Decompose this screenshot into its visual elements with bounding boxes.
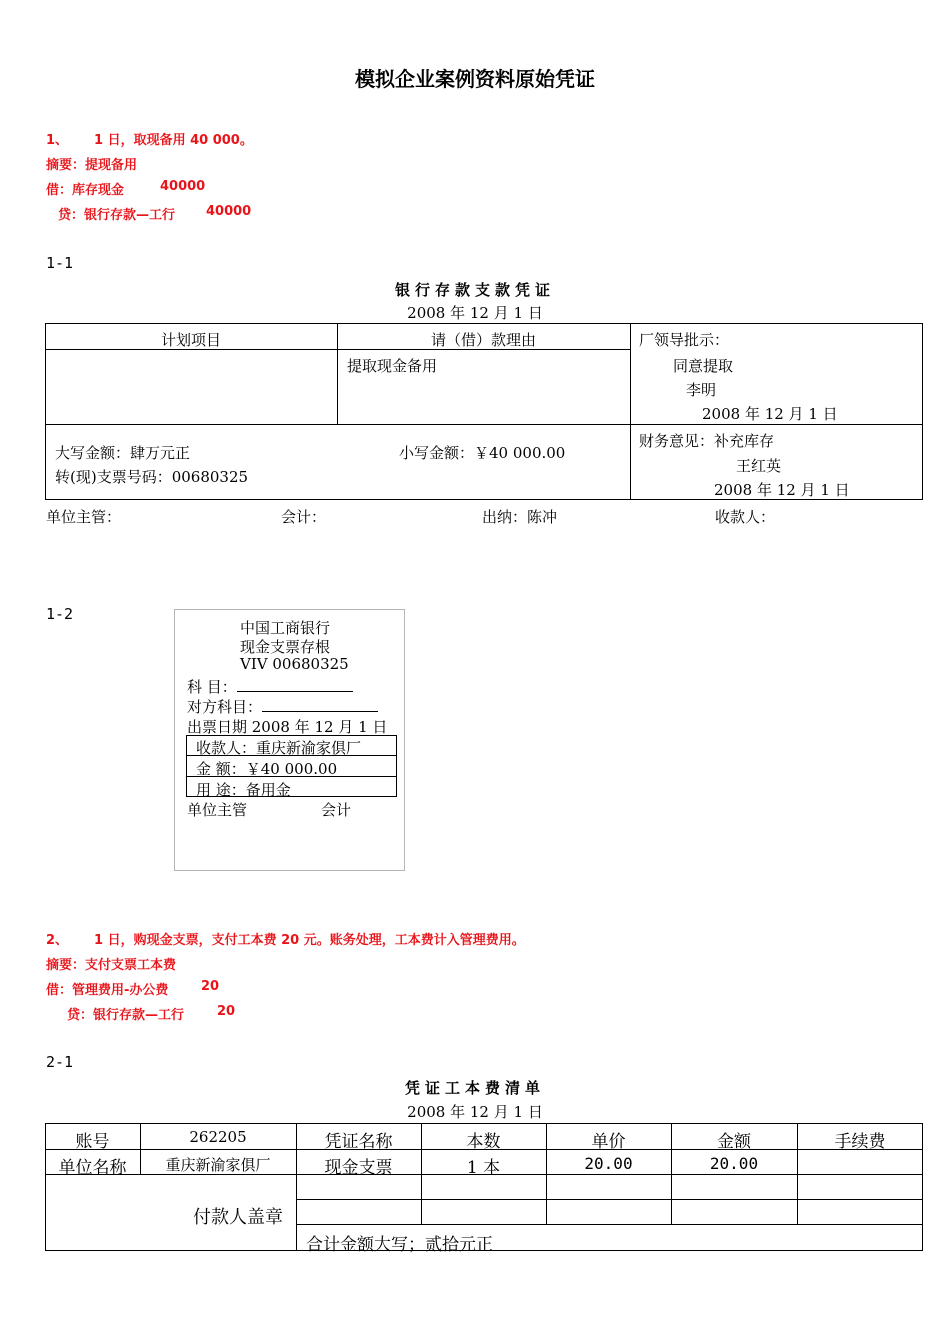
divider [296,1224,923,1225]
stub-title: 现金支票存根 [240,638,331,656]
voucher-title: 银行存款支款凭证 [394,281,555,299]
finance-opinion: 财务意见：补充库存 [639,432,775,450]
plan-item-header: 计划项目 [160,331,221,349]
counter-subject-blank [262,697,378,712]
entry2-summary: 摘要：支付支票工本费 [46,958,177,973]
fee-list-title: 凭证工本费清单 [404,1079,545,1097]
doc2-1-label: 2-1 [46,1053,74,1071]
account-no-header: 账号 [75,1132,110,1152]
voucher-name-header: 凭证名称 [324,1132,393,1152]
subject-blank [237,677,353,692]
cheque-number: 转(现)支票号码：00680325 [55,468,249,486]
entry1-debit-label: 借：库存现金 [46,183,125,198]
amount-header: 金额 [717,1132,751,1152]
leader-date: 2008 年 12 月 1 日 [702,405,838,423]
finance-date: 2008 年 12 月 1 日 [714,481,850,499]
sig-payee: 收款人： [715,508,776,526]
amount-value: 20.00 [709,1154,759,1173]
doc1-1-label: 1-1 [46,254,74,272]
leader-name: 李明 [686,381,717,399]
entry2-credit-amount: 20 [217,1004,236,1019]
divider [45,424,923,425]
issue-date: 出票日期 2008 年 12 月 1 日 [187,718,388,736]
entry2-description: 1 日，购现金支票，支付工本费 20 元。账务处理，工本费计入管理费用。 [94,933,525,948]
reason-header: 请（借）款理由 [430,331,536,349]
voucher-name-value: 现金支票 [324,1158,393,1178]
quantity-value: 1 本 [466,1158,501,1178]
voucher-date: 2008 年 12 月 1 日 [407,304,543,322]
counter-subject-label: 对方科目： [187,698,263,716]
stub-purpose: 用 途：备用金 [196,781,291,799]
stub-amount: 金 额：￥40 000.00 [196,760,338,778]
sig-accountant: 会计： [281,508,327,526]
entry1-number: 1、 [46,133,69,148]
entry1-description: 1 日，取现备用 40 000。 [94,133,253,148]
unit-price-header: 单价 [591,1132,626,1152]
unit-name-value: 重庆新渝家俱厂 [165,1156,271,1174]
stub-unit-head: 单位主管 [187,801,248,819]
entry2-debit-amount: 20 [201,979,220,994]
reason-text: 提取现金备用 [347,357,438,375]
entry2-debit-label: 借：管理费用-办公费 [46,983,169,998]
finance-signer: 王红英 [736,457,782,475]
stub-serial: VIV 00680325 [240,655,349,673]
divider [296,1199,923,1200]
entry1-credit-amount: 40000 [206,204,252,219]
entry1-debit-amount: 40000 [160,179,206,194]
payer-stamp-label: 付款人盖章 [193,1207,283,1228]
leader-approval-label: 厂领导批示： [639,331,730,349]
fee-header: 手续费 [834,1132,886,1152]
entry2-credit-label: 贷：银行存款—工行 [67,1008,185,1023]
entry1-summary: 摘要：提现备用 [46,158,138,173]
stub-accountant: 会计 [321,801,352,819]
page-title: 模拟企业案例资料原始凭证 [355,67,595,91]
total-in-words: 合计金额大写；贰拾元正 [306,1235,493,1255]
sig-unit-head: 单位主管： [46,508,122,526]
quantity-header: 本数 [466,1132,501,1152]
account-no-value: 262205 [189,1128,247,1146]
counter-subject-row [187,696,378,717]
entry1-credit-label: 贷：银行存款—工行 [58,208,176,223]
subject-label: 科 目： [187,678,237,696]
subject-row [187,676,353,697]
leader-comment: 同意提取 [673,357,734,375]
doc1-2-label: 1-2 [46,605,74,623]
entry2-number: 2、 [46,933,69,948]
unit-price-value: 20.00 [584,1154,633,1173]
unit-name-label: 单位名称 [58,1158,127,1178]
bank-name: 中国工商银行 [240,619,331,637]
amount-in-figures: 小写金额：￥40 000.00 [399,444,566,462]
stub-payee: 收款人：重庆新渝家俱厂 [196,739,362,757]
sig-cashier: 出纳：陈冲 [482,508,558,526]
amount-in-words: 大写金额：肆万元正 [55,444,191,462]
divider [630,323,631,500]
fee-list-date: 2008 年 12 月 1 日 [407,1103,543,1121]
